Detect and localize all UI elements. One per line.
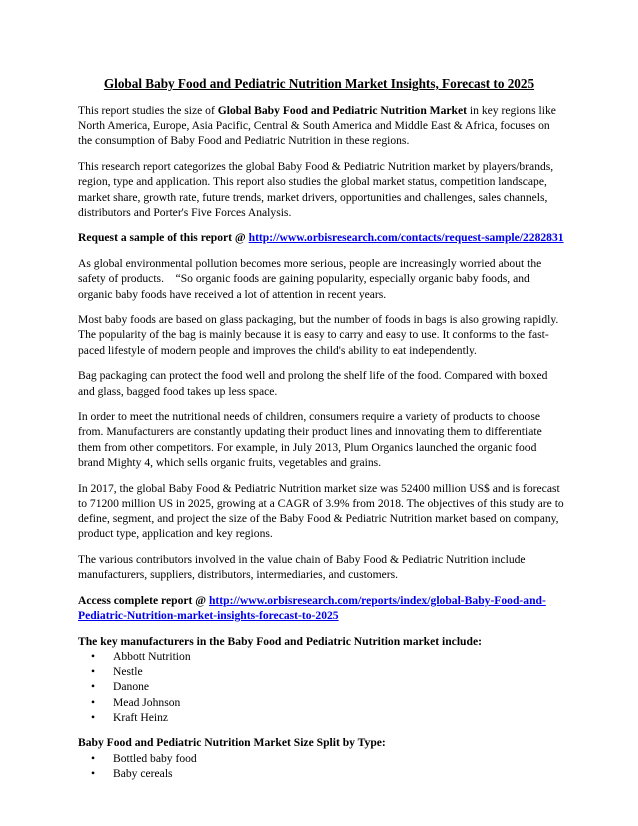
list-item: • Nestle: [78, 664, 564, 679]
access-report-link[interactable]: http://www.orbisresearch.com/reports/index/global-Baby-Food-and-Pediatric-Nutrition-market-insights-forecast-to-2025: [78, 593, 546, 622]
list-item: • Bottled baby food: [78, 751, 564, 766]
packaging-paragraph: Most baby foods are based on glass packaging, but the number of foods in bags is also growing rapidly. The popularity of the bag is mainly because it is easy to carry and easy to use. It conforms to the fast-paced lifestyle of modern people and improves the child's ability to eat independently.: [78, 313, 559, 357]
intro-paragraph: [78, 103, 564, 149]
intro-text-end: in key regions like North America, Europe, Asia Pacific, Central & South America and Middle East & Africa, focuses on the consumption of Baby Food and Pediatric Nutrition in these regions.: [78, 104, 556, 148]
list-item: • Abbott Nutrition: [78, 649, 564, 664]
market-name-bold: Global Baby Food and Pediatric Nutrition Market: [217, 104, 468, 117]
types-list: [78, 751, 564, 781]
list-item: • Danone: [78, 679, 564, 694]
page-title: Global Baby Food and Pediatric Nutrition Market Insights, Forecast to 2025: [103, 76, 535, 91]
manufacturers-heading: The key manufacturers in the Baby Food and Pediatric Nutrition market include:: [78, 634, 482, 648]
nutrition-needs-paragraph: In order to meet the nutritional needs of children, consumers require a variety of products to choose from. Manufacturers are constantly updating their product lines and innovating them to differentiate them from other competitors. For example, in July 2013, Plum Organics launched the organic food brand Mighty 4, which sells organic fruits, vegetables and grains.: [78, 410, 542, 469]
sample-request-label: Request a sample of this report @: [78, 231, 249, 245]
categorization-paragraph: This research report categorizes the global Baby Food & Pediatric Nutrition market by players/brands, region, type and application. This report also studies the global market status, competition landscape, market share, growth rate, future trends, market drivers, opportunities and challenges, sales channels, distributors and Porter's Five Forces Analysis.: [78, 160, 554, 219]
bag-packaging-paragraph: Bag packaging can protect the food well and prolong the shelf life of the food. Compared with boxed and glass, bagged food takes up less space.: [78, 369, 548, 398]
sample-request-line: [78, 230, 564, 245]
value-chain-paragraph: The various contributors involved in the value chain of Baby Food & Pediatric Nutrition include manufacturers, suppliers, distributors, intermediaries, and customers.: [78, 552, 526, 582]
intro-text-start: This report studies the size of: [78, 104, 218, 117]
list-item: • Kraft Heinz: [78, 710, 564, 725]
sample-request-link[interactable]: http://www.orbisresearch.com/contacts/request-sample/2282831: [248, 231, 564, 245]
list-item: • Baby cereals: [78, 766, 564, 781]
list-item: • Mead Johnson: [78, 695, 564, 710]
document-body: [78, 103, 564, 792]
manufacturers-list: [78, 649, 564, 725]
types-heading: Baby Food and Pediatric Nutrition Market Size Split by Type:: [78, 736, 386, 750]
pollution-paragraph: As global environmental pollution becomes more serious, people are increasingly worried about the safety of products. “So organic foods are gaining popularity, especially organic baby foods, and organic baby foods have received a lot of attention in recent years.: [78, 257, 542, 301]
access-report-label: Access complete report @: [78, 593, 209, 607]
market-size-paragraph: In 2017, the global Baby Food & Pediatric Nutrition market size was 52400 million US$ and is forecast to 71200 million US in 2025, growing at a CAGR of 3.9% from 2018. The objectives of this study are to define, segment, and project the size of the Baby Food & Pediatric Nutrition market based on company, product type, application and key regions.: [78, 481, 564, 541]
access-report-line: [78, 593, 564, 623]
